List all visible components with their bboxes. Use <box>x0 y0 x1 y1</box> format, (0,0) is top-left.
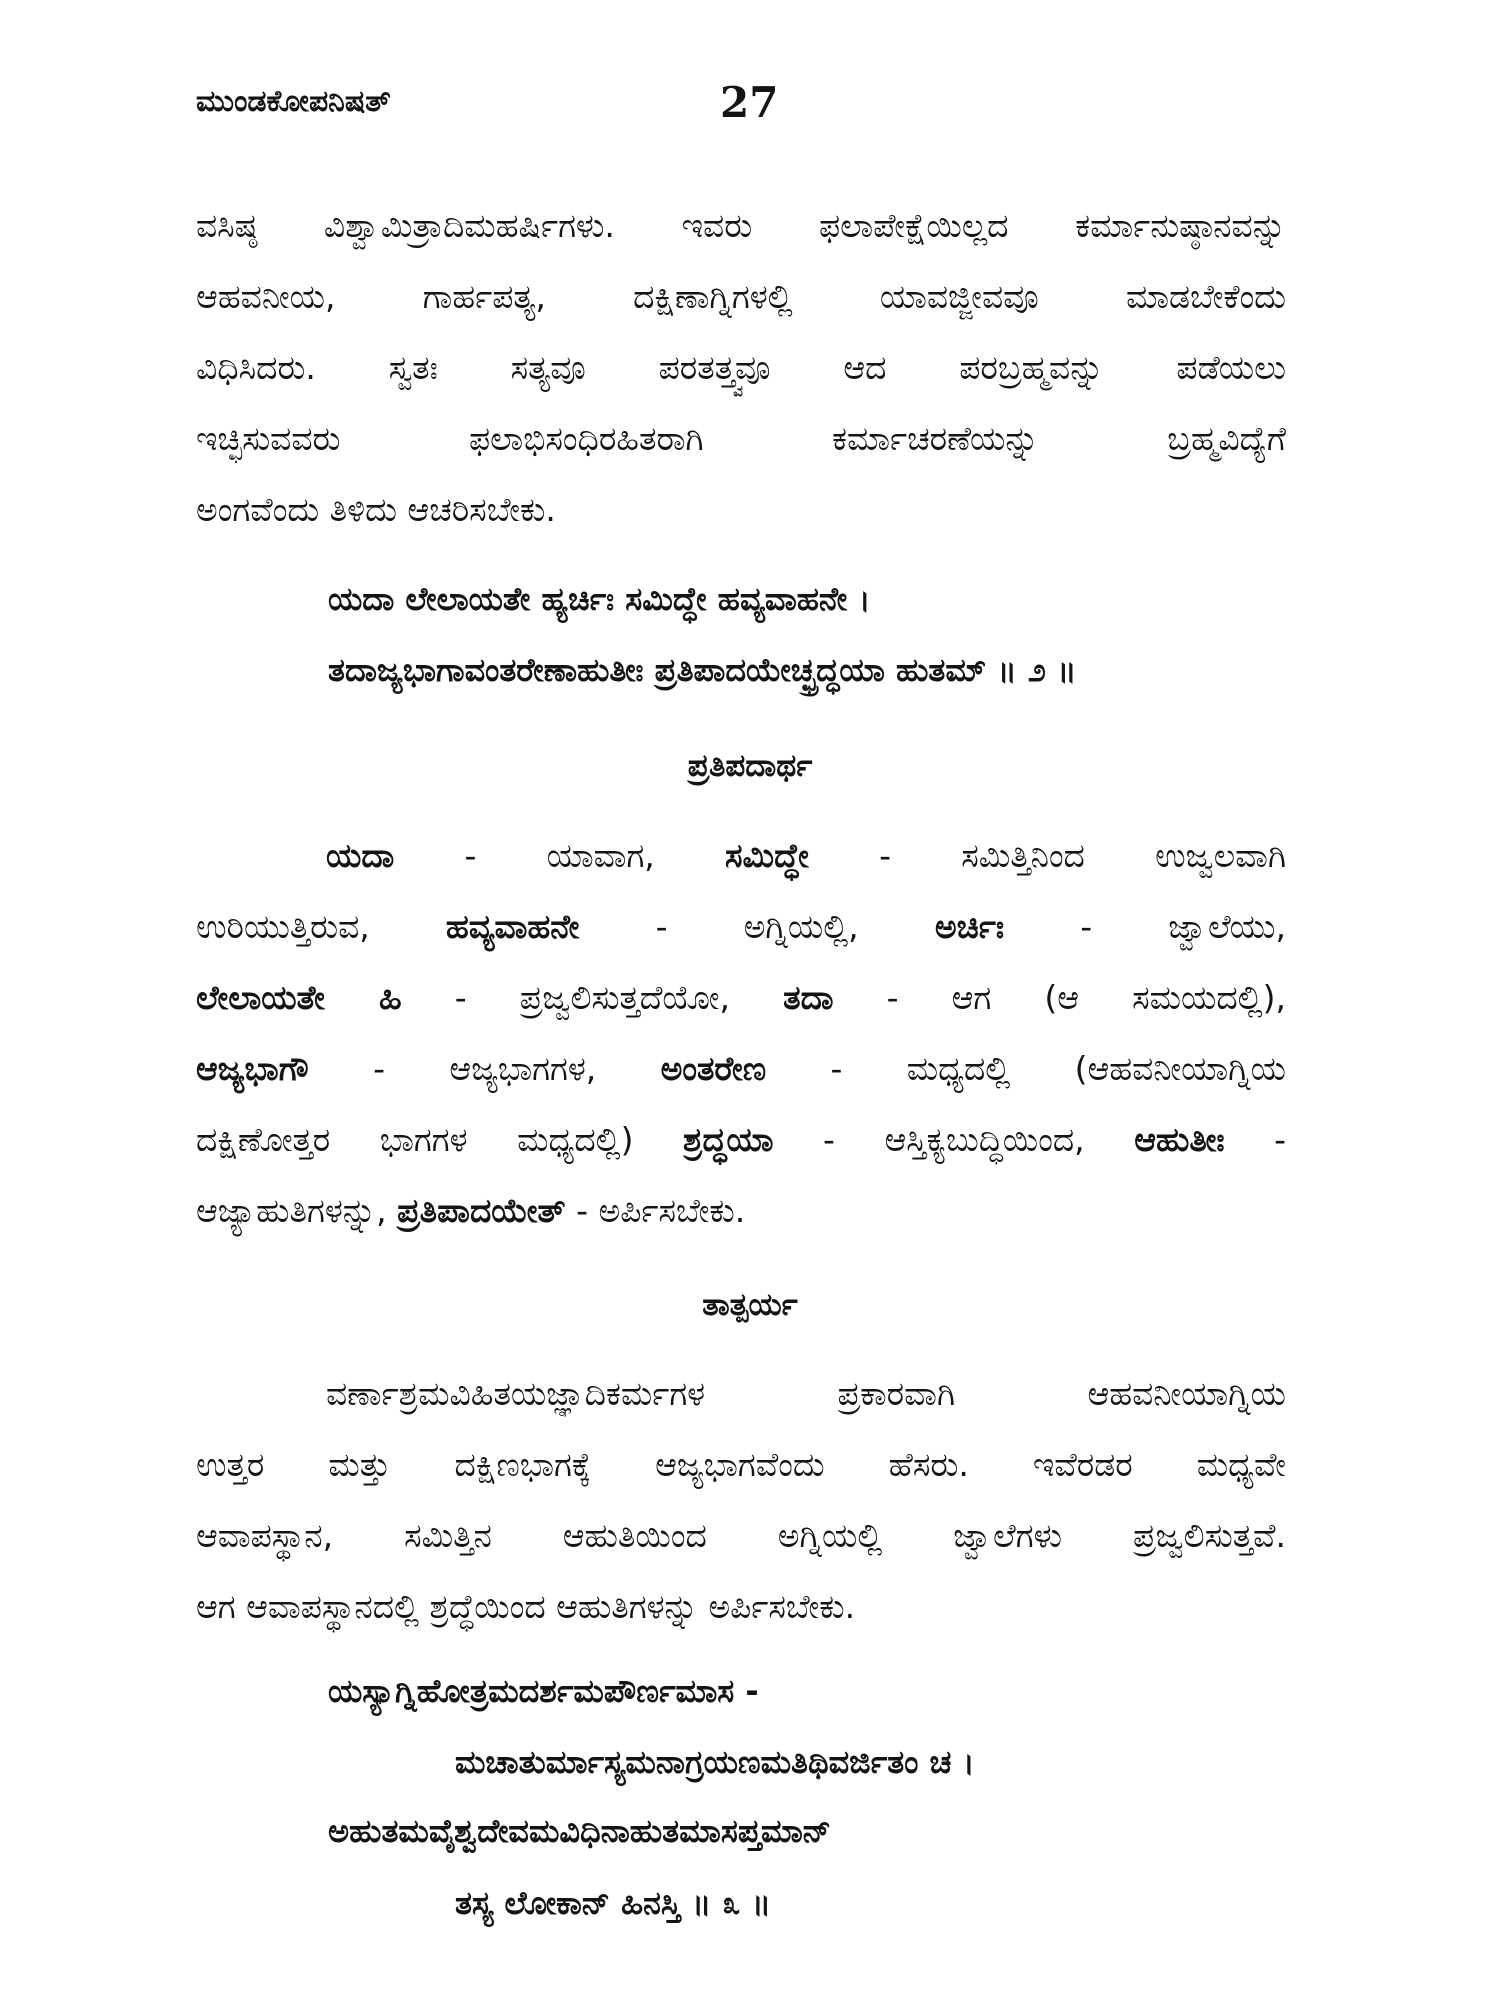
glossary-term: ಆಹುತೀಃ <box>1134 1120 1225 1159</box>
glossary-meaning: - ಯಾವಾಗ, <box>394 836 726 875</box>
text-line: ವಸಿಷ್ಠ ವಿಶ್ವಾಮಿತ್ರಾದಿಮಹರ್ಷಿಗಳು. ಇವರು ಫಲಾಪೇಕ್ಷೆಯಿಲ್ಲದ ಕರ್ಮಾನುಷ್ಠಾನವನ್ನು <box>196 206 1286 245</box>
text-line: ಆವಾಪಸ್ಥಾನ, ಸಮಿತ್ತಿನ ಆಹುತಿಯಿಂದ ಅಗ್ನಿಯಲ್ಲಿ ಜ್ವಾಲೆಗಳು ಪ್ರಜ್ವಲಿಸುತ್ತವೆ. <box>196 1516 1286 1555</box>
paragraph-pratipadartha <box>196 820 1286 1246</box>
running-header-title: ಮುಂಡಕೋಪನಿಷತ್ <box>196 84 391 119</box>
text-line: ಆಗ ಆವಾಪಸ್ಥಾನದಲ್ಲಿ ಶ್ರದ್ಧೆಯಿಂದ ಆಹುತಿಗಳನ್ನು ಅರ್ಪಿಸಬೇಕು. <box>196 1587 856 1626</box>
glossary-term: ತದಾ <box>783 978 834 1017</box>
section-heading-tatparya: ತಾತ್ಪರ್ಯ <box>702 1287 798 1323</box>
verse-line: ಅಹುತಮವೈಶ್ವದೇವಮವಿಧಿನಾಹುತಮಾಸಪ್ತಮಾನ್ <box>328 1812 831 1850</box>
glossary-line <box>196 820 1286 891</box>
glossary-meaning: - ಅರ್ಪಿಸಬೇಕು. <box>565 1191 746 1230</box>
glossary-term: ಆಜ್ಯಭಾಗೌ <box>196 1049 309 1088</box>
text-line: ಅಂಗವೆಂದು ತಿಳಿದು ಆಚರಿಸಬೇಕು. <box>196 490 556 529</box>
glossary-term: ಲೇಲಾಯತೇ ಹಿ <box>196 978 402 1017</box>
glossary-meaning: - ಆಜ್ಯಭಾಗಗಳ, <box>308 1049 661 1088</box>
glossary-meaning: - <box>1224 1120 1287 1159</box>
glossary-term: ಯದಾ <box>326 836 395 875</box>
text-line: ಉತ್ತರ ಮತ್ತು ದಕ್ಷಿಣಭಾಗಕ್ಕೆ ಆಜ್ಯಭಾಗವೆಂದು ಹೆಸರು. ಇವೆರಡರ ಮಧ್ಯವೇ <box>196 1445 1286 1484</box>
glossary-term: ಹವ್ಯವಾಹನೇ <box>445 907 580 946</box>
glossary-meaning: - ಅಗ್ನಿಯಲ್ಲಿ, <box>579 907 935 946</box>
page-number: 27 <box>720 78 779 127</box>
glossary-line <box>196 962 1286 1033</box>
glossary-line <box>196 1104 1286 1175</box>
glossary-term: ಅರ್ಚಿಃ <box>934 907 1005 946</box>
verse-line: ತಸ್ಯ ಲೋಕಾನ್ ಹಿನಸ್ತಿ ॥ ೩ ॥ <box>455 1884 772 1922</box>
glossary-meaning: - ಜ್ವಾಲೆಯು, <box>1004 907 1286 946</box>
glossary-meaning: - ಮಧ್ಯದಲ್ಲಿ (ಆಹವನೀಯಾಗ್ನಿಯ <box>766 1049 1286 1088</box>
glossary-line <box>196 1175 1286 1246</box>
glossary-meaning: - ಆಸ್ತಿಕ್ಯಬುದ್ಧಿಯಿಂದ, <box>773 1120 1135 1159</box>
glossary-meaning: - ಆಗ (ಆ ಸಮಯದಲ್ಲಿ), <box>833 978 1286 1017</box>
glossary-term: ಶ್ರದ್ಧಯಾ <box>683 1120 774 1159</box>
section-heading-pratipadartha: ಪ್ರತಿಪದಾರ್ಥ <box>687 748 813 784</box>
glossary-term: ಪ್ರತಿಪಾದಯೇತ್ <box>397 1191 566 1230</box>
verse-line: ಯದಾ ಲೇಲಾಯತೇ ಹ್ಯರ್ಚಿಃ ಸಮಿದ್ಧೇ ಹವ್ಯವಾಹನೇ । <box>328 580 871 618</box>
glossary-meaning: ಆಜ್ಯಾಹುತಿಗಳನ್ನು, <box>196 1191 398 1230</box>
paragraph-tatparya <box>196 1358 1286 1642</box>
glossary-term: ಅಂತರೇಣ <box>660 1049 767 1088</box>
text-line: ವರ್ಣಾಶ್ರಮವಿಹಿತಯಜ್ಞಾದಿಕರ್ಮಗಳ ಪ್ರಕಾರವಾಗಿ ಆಹವನೀಯಾಗ್ನಿಯ <box>326 1374 1286 1413</box>
glossary-line <box>196 1033 1286 1104</box>
verse-line: ತದಾಜ್ಯಭಾಗಾವಂತರೇಣಾಹುತೀಃ ಪ್ರತಿಪಾದಯೇಚ್ಛ್ರದ್ಧಯಾ ಹುತಮ್ ॥ ೨ ॥ <box>328 651 1077 689</box>
verse-line: ಮಚಾತುರ್ಮಾಸ್ಯಮನಾಗ್ರಯಣಮತಿಥಿವರ್ಜಿತಂ ಚ । <box>455 1743 975 1781</box>
glossary-line <box>196 891 1286 962</box>
glossary-meaning: - ಸಮಿತ್ತಿನಿಂದ ಉಜ್ವಲವಾಗಿ <box>808 836 1286 875</box>
paragraph-intro <box>196 190 1286 545</box>
text-line: ಆಹವನೀಯ, ಗಾರ್ಹಪತ್ಯ, ದಕ್ಷಿಣಾಗ್ನಿಗಳಲ್ಲಿ ಯಾವಜ್ಜೀವವೂ ಮಾಡಬೇಕೆಂದು <box>196 277 1286 316</box>
glossary-term: ಸಮಿದ್ಧೇ <box>725 836 809 875</box>
text-line: ವಿಧಿಸಿದರು. ಸ್ವತಃ ಸತ್ಯವೂ ಪರತತ್ತ್ವವೂ ಆದ ಪರಬ್ರಹ್ಮವನ್ನು ಪಡೆಯಲು <box>196 348 1286 387</box>
glossary-meaning: ದಕ್ಷಿಣೋತ್ತರ ಭಾಗಗಳ ಮಧ್ಯದಲ್ಲಿ) <box>196 1120 684 1159</box>
glossary-meaning: ಉರಿಯುತ್ತಿರುವ, <box>196 907 446 946</box>
glossary-meaning: - ಪ್ರಜ್ವಲಿಸುತ್ತದೆಯೋ, <box>401 978 784 1017</box>
verse-line: ಯಸ್ಯಾಗ್ನಿಹೋತ್ರಮದರ್ಶಮಪೌರ್ಣಮಾಸ - <box>328 1672 759 1710</box>
text-line: ಇಚ್ಛಿಸುವವರು ಫಲಾಭಿಸಂಧಿರಹಿತರಾಗಿ ಕರ್ಮಾಚರಣೆಯನ್ನು ಬ್ರಹ್ಮವಿದ್ಯೆಗೆ <box>196 419 1286 458</box>
